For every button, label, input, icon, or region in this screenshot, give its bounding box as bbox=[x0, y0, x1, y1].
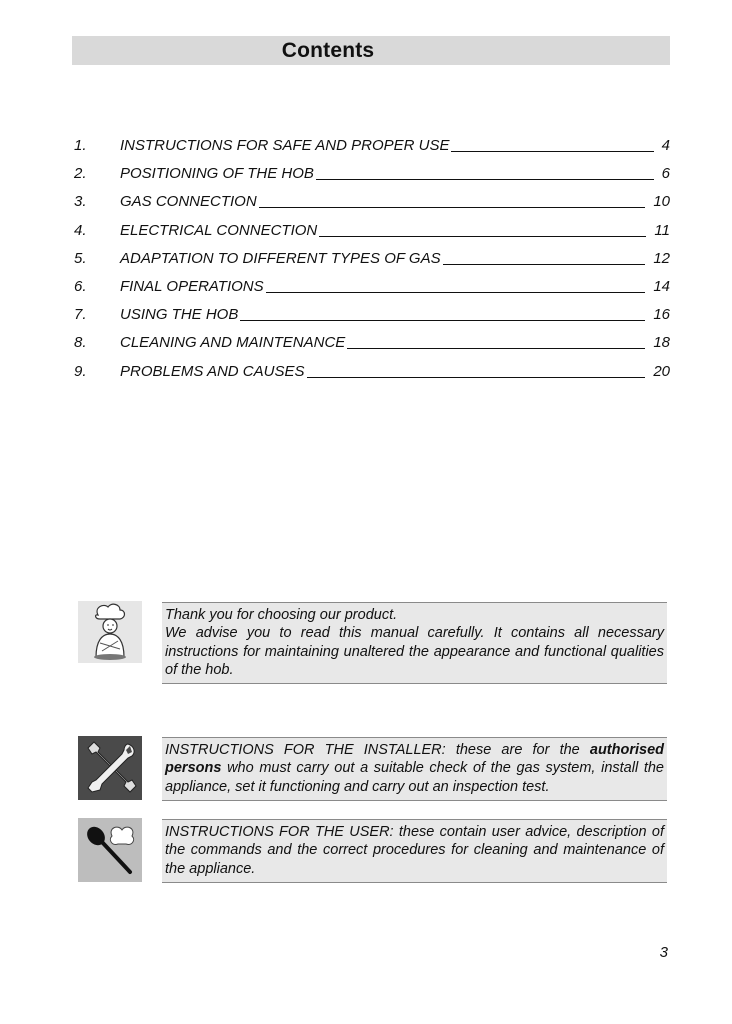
toc-entry-title: USING THE HOB bbox=[120, 306, 239, 324]
toc-entry-number: 8. bbox=[74, 334, 87, 352]
page-number: 3 bbox=[659, 944, 668, 961]
toc-entry-title: ELECTRICAL CONNECTION bbox=[120, 221, 318, 239]
toc-entry-page: 20 bbox=[653, 362, 670, 380]
toc-entry-page: 10 bbox=[653, 193, 670, 211]
thank-you-note bbox=[162, 602, 667, 684]
toc-entry-page: 14 bbox=[653, 277, 670, 295]
toc-entry-title: GAS CONNECTION bbox=[120, 193, 257, 211]
toc-entry-number: 3. bbox=[74, 193, 87, 211]
page-title: Contents bbox=[281, 39, 375, 62]
toc-entry-page: 12 bbox=[653, 249, 670, 267]
toc-entry[interactable] bbox=[72, 192, 670, 220]
user-spoon-icon bbox=[78, 818, 142, 880]
toc-entry-title: POSITIONING OF THE HOB bbox=[120, 165, 314, 183]
installer-text-intro: INSTRUCTIONS FOR THE INSTALLER: these are for the bbox=[165, 742, 580, 758]
toc-leader-line bbox=[266, 292, 646, 293]
toc-entry[interactable] bbox=[72, 333, 670, 361]
toc-entry[interactable] bbox=[72, 249, 670, 277]
toc-entry-title: ADAPTATION TO DIFFERENT TYPES OF GAS bbox=[120, 249, 441, 267]
toc-entry-number: 9. bbox=[74, 362, 87, 380]
toc-entry-title: PROBLEMS AND CAUSES bbox=[120, 362, 305, 380]
toc-entry[interactable] bbox=[72, 136, 670, 164]
chef-icon bbox=[78, 601, 142, 663]
toc-entry-title: FINAL OPERATIONS bbox=[120, 277, 264, 295]
toc-leader-line bbox=[347, 348, 645, 349]
toc-entry-number: 7. bbox=[74, 306, 87, 324]
thank-you-line: Thank you for choosing our product. bbox=[165, 607, 398, 623]
toc-entry[interactable] bbox=[72, 362, 670, 390]
installer-instructions-note bbox=[162, 737, 667, 801]
advice-paragraph: We advise you to read this manual carefully. It contains all necessary instructions for maintaining unaltered the appearance and functional qualities of the hob. bbox=[165, 625, 664, 678]
toc-entry-page: 18 bbox=[653, 334, 670, 352]
installer-text-bold: authorised persons bbox=[165, 742, 664, 777]
table-of-contents bbox=[72, 136, 670, 390]
contents-title-bar bbox=[72, 36, 670, 65]
toc-entry-page: 11 bbox=[654, 221, 670, 239]
toc-entry-number: 5. bbox=[74, 249, 87, 267]
toc-leader-line bbox=[443, 264, 646, 265]
toc-leader-line bbox=[316, 179, 654, 180]
toc-entry-number: 1. bbox=[74, 137, 87, 154]
toc-leader-line bbox=[259, 207, 646, 208]
installer-text bbox=[165, 741, 664, 796]
toc-leader-line bbox=[307, 377, 646, 378]
installer-tools-icon bbox=[78, 736, 142, 798]
toc-entry[interactable] bbox=[72, 305, 670, 333]
toc-entry-title: CLEANING AND MAINTENANCE bbox=[120, 334, 346, 352]
toc-entry-page: 4 bbox=[661, 137, 670, 154]
toc-entry[interactable] bbox=[72, 164, 670, 192]
toc-entry-page: 6 bbox=[661, 165, 670, 183]
toc-entry-title: INSTRUCTIONS FOR SAFE AND PROPER USE bbox=[120, 137, 450, 154]
toc-leader-line bbox=[451, 151, 653, 152]
toc-leader-line bbox=[240, 320, 645, 321]
user-text: INSTRUCTIONS FOR THE USER: these contain user advice, description of the commands and the correct procedures for cleaning and maintenance of the appliance. bbox=[165, 824, 664, 877]
toc-leader-line bbox=[319, 236, 646, 237]
toc-entry-number: 6. bbox=[74, 277, 87, 295]
toc-entry-number: 4. bbox=[74, 221, 87, 239]
user-instructions-note bbox=[162, 819, 667, 883]
toc-entry-page: 16 bbox=[653, 306, 670, 324]
toc-entry[interactable] bbox=[72, 221, 670, 249]
toc-entry-number: 2. bbox=[74, 165, 87, 183]
installer-text-rest: who must carry out a suitable check of the gas system, install the appliance, set it functioning and carry out an inspection test. bbox=[165, 760, 664, 795]
toc-entry[interactable] bbox=[72, 277, 670, 305]
